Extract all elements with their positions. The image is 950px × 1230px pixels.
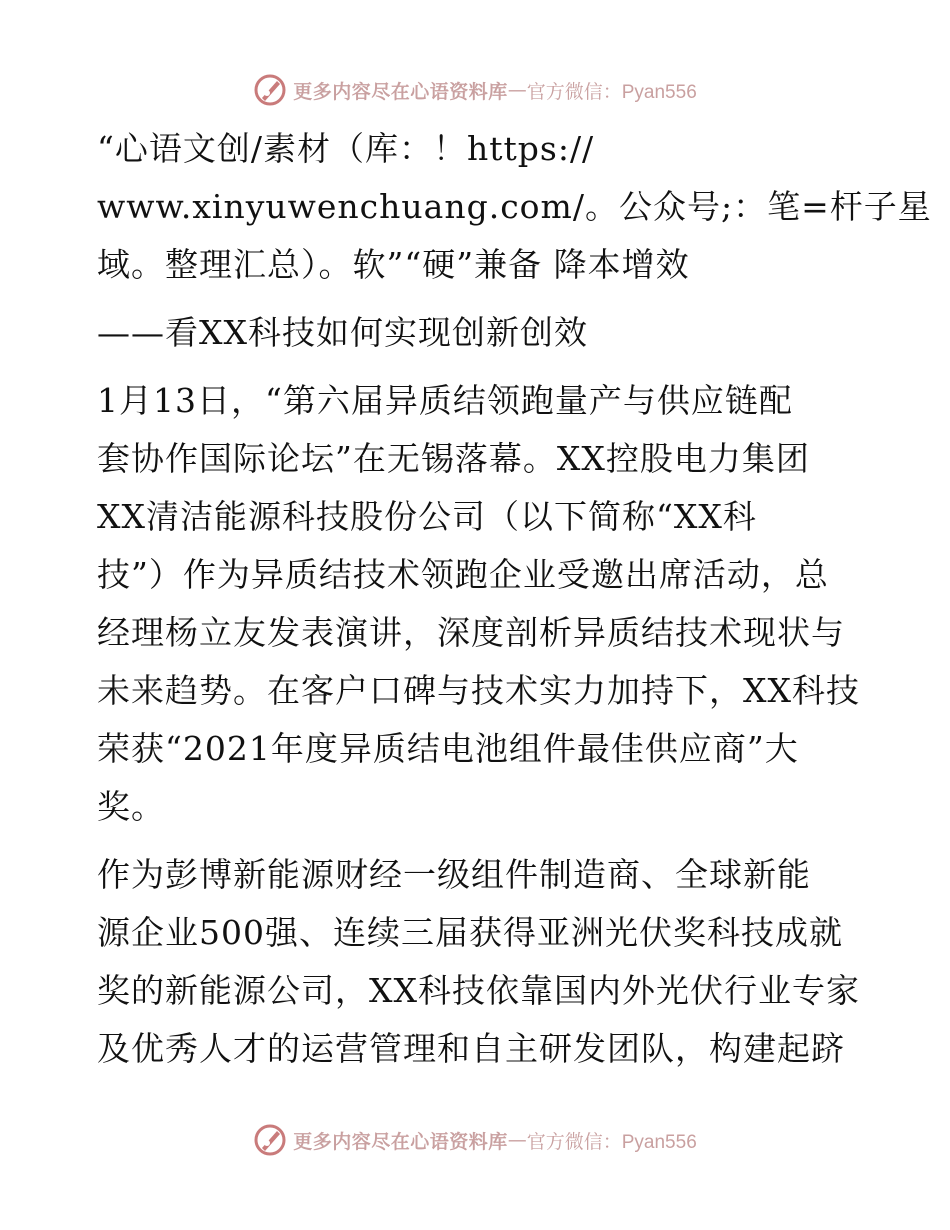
body-line: 域。整理汇总）。软”“硬”兼备 降本增效 xyxy=(97,245,690,284)
footer-watermark xyxy=(0,1120,950,1160)
body-line: “心语文创/素材（库：！https:// xyxy=(97,129,595,168)
watermark-separator: — xyxy=(507,79,527,101)
watermark-wechat: 官方微信：Pyan556 xyxy=(526,1131,697,1153)
watermark-separator: — xyxy=(507,1129,527,1151)
body-line: 源企业500强、连续三届获得亚洲光伏奖科技成就 xyxy=(97,913,843,952)
header-watermark xyxy=(0,70,950,110)
body-line: 技”）作为异质结技术领跑企业受邀出席活动，总 xyxy=(97,555,829,594)
watermark-main-text: 更多内容尽在心语资料库 xyxy=(293,80,508,103)
pen-logo-icon xyxy=(253,1123,287,1157)
document-body xyxy=(97,120,932,1078)
body-line: 经理杨立友发表演讲，深度剖析异质结技术现状与 xyxy=(97,613,845,652)
body-line: 未来趋势。在客户口碑与技术实力加持下，XX科技 xyxy=(97,671,860,710)
body-line: 套协作国际论坛”在无锡落幕。XX控股电力集团 xyxy=(97,439,810,478)
body-line: 及优秀人才的运营管理和自主研发团队，构建起跻 xyxy=(97,1029,845,1068)
body-line: XX清洁能源科技股份公司（以下简称“XX科 xyxy=(97,497,757,536)
subtitle-line: ——看XX科技如何实现创新创效 xyxy=(97,313,588,352)
body-line: 作为彭博新能源财经一级组件制造商、全球新能 xyxy=(97,855,811,894)
watermark-wechat: 官方微信：Pyan556 xyxy=(526,81,697,103)
body-line: 奖的新能源公司，XX科技依靠国内外光伏行业专家 xyxy=(97,971,860,1010)
watermark-main-text: 更多内容尽在心语资料库 xyxy=(293,1130,508,1153)
body-line: www.xinyuwenchuang.com/。公众号;：笔=杆子星 xyxy=(97,187,932,226)
body-line: 荣获“2021年度异质结电池组件最佳供应商”大 xyxy=(97,729,799,768)
body-line: 奖。 xyxy=(97,787,165,826)
body-line: 1月13日，“第六届异质结领跑量产与供应链配 xyxy=(97,381,793,420)
pen-logo-icon xyxy=(253,73,287,107)
